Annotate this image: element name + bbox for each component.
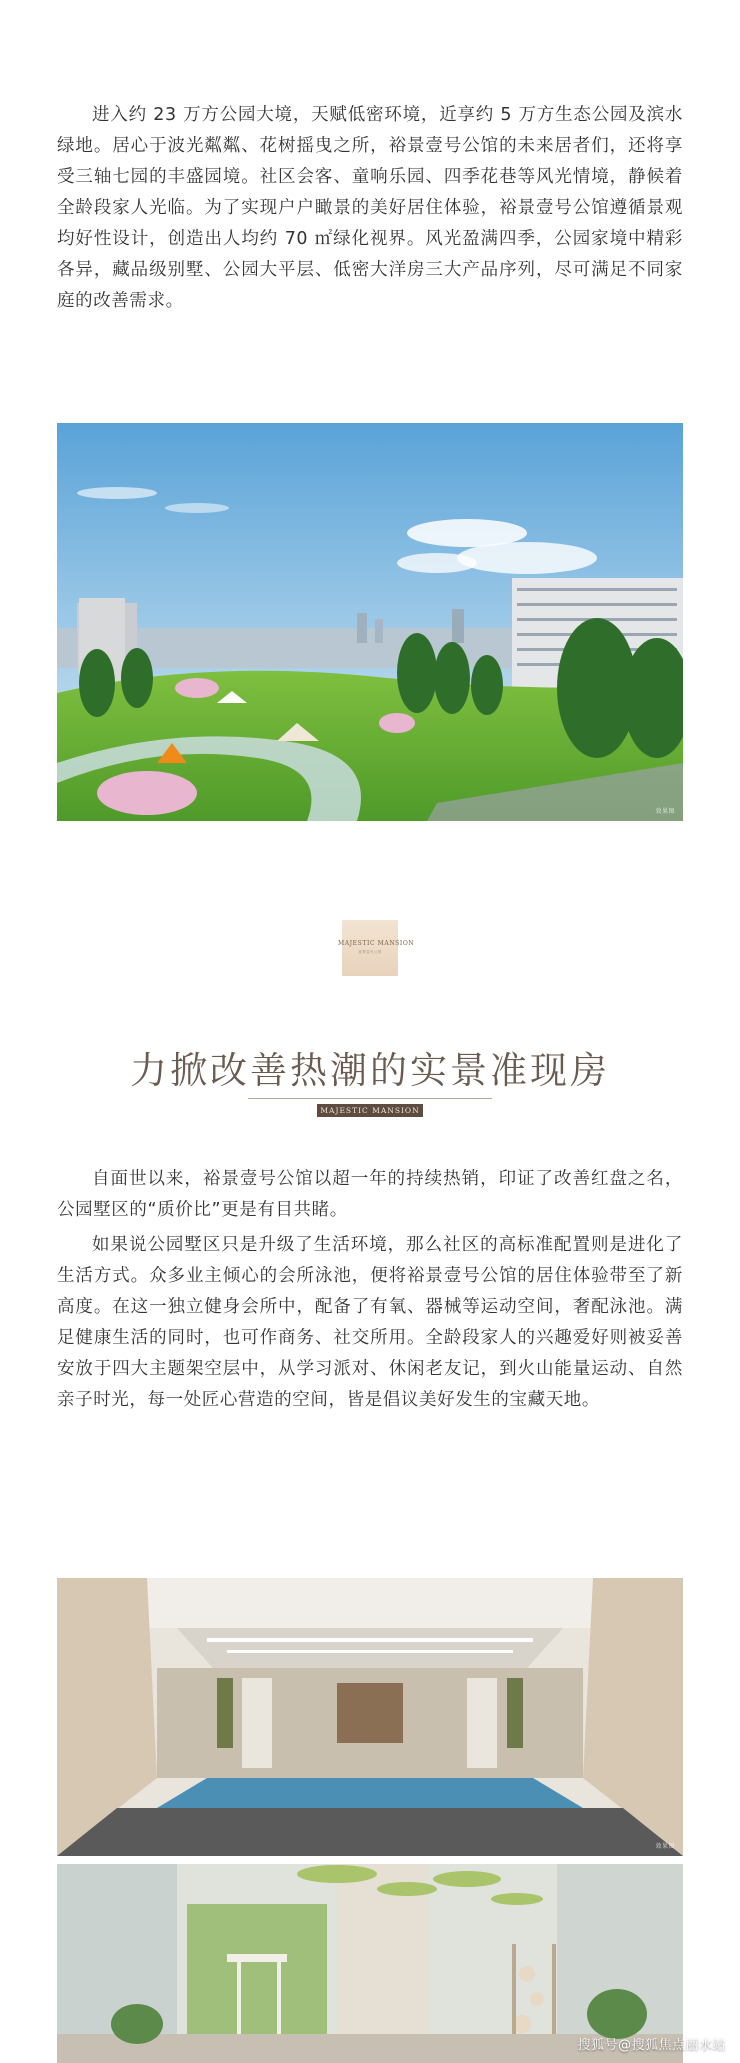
brand-logo <box>338 920 415 976</box>
intro-text-block <box>57 100 683 317</box>
body-paragraph-1: 自面世以来，裕景壹号公馆以超一年的持续热销，印证了改善红盘之名，公园墅区的“质价比”更是有目共睹。 <box>57 1169 683 1220</box>
intro-paragraph: 进入约 23 万方公园大境，天赋低密环境，近享约 5 万方生态公园及滨水绿地。居心于波光粼粼、花树摇曳之所，裕景壹号公馆的未来居者们，还将享受三轴七园的丰盛园境。社区会客、童响乐园、四季花巷等风光情境，静候着全龄段家人光临。为了实现户户瞰景的美好居住体验，裕景壹号公馆遵循景观均好性设计，创造出人均约 70 ㎡绿化视界。风光盈满四季，公园家境中精彩各异，藏品级别墅、公园大平层、低密大洋房三大产品序列，尽可满足不同家庭的改善需求。 <box>57 105 683 311</box>
image-caption: 效果图 <box>655 808 675 815</box>
body-text-block <box>57 1164 683 1416</box>
body-paragraph-2: 如果说公园墅区只是升级了生活环境，那么社区的高标准配置则是进化了生活方式。众多业主倾心的会所泳池，便将裕景壹号公馆的居住体验带至了新高度。在这一独立健身会所中，配备了有氧、器械等运动空间，奢配泳池。满足健康生活的同时，也可作商务、社交所用。全龄段家人的兴趣爱好则被妥善安放于四大主题架空层中，从学习派对、休闲老友记，到火山能量运动、自然亲子时光，每一处匠心营造的空间，皆是倡议美好发生的宝藏天地。 <box>57 1235 683 1410</box>
brand-logo-title: MAJESTIC MANSION <box>338 940 415 947</box>
watermark: 搜狐号@搜狐焦点丽水站 <box>577 2038 726 2053</box>
section-divider <box>248 1098 492 1099</box>
park-landscape-image <box>57 423 683 821</box>
brand-logo-subtitle: 裕景壹号公馆 <box>358 950 382 954</box>
image-caption: 效果图 <box>655 1843 675 1850</box>
section-tag: MAJESTIC MANSION <box>317 1104 423 1117</box>
pool-interior-image <box>57 1578 683 1856</box>
section-title: 力掀改善热潮的实景准现房 <box>130 1049 610 1092</box>
